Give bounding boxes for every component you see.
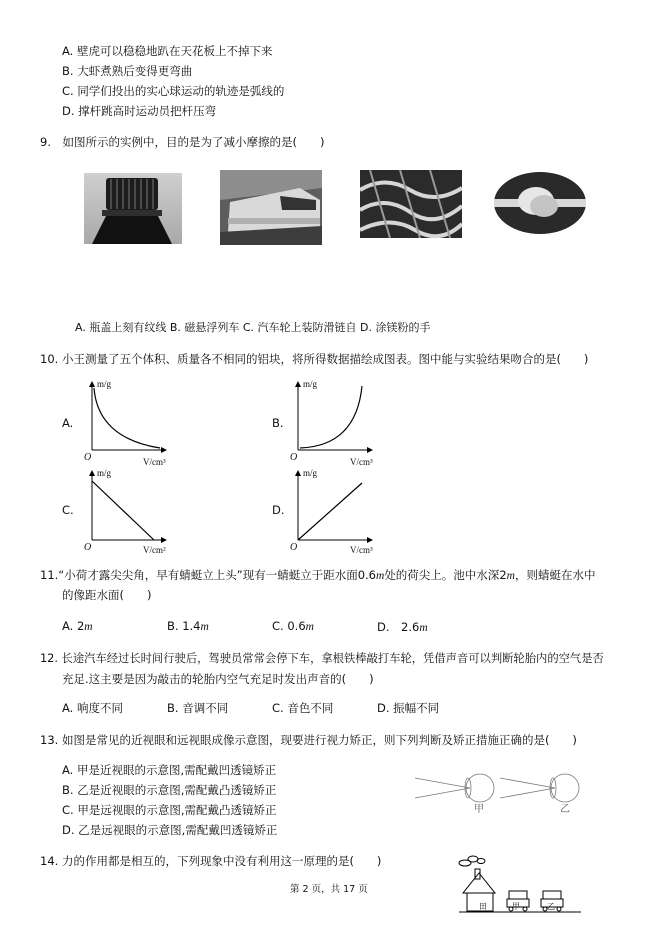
q11-stem-line2: 的像距水面( ) (62, 588, 152, 602)
graph-a-label: A. (62, 416, 74, 430)
q8-option-c: C. 同学们投出的实心球运动的轨迹是弧线的 (62, 84, 285, 98)
eye-label-yi: 乙 (560, 804, 570, 815)
q10-stem: 10. 小王测量了五个体积、质量各不相同的铝块，将所得数据描绘成图表。图中能与实验结果吻合的是( ) (40, 352, 589, 366)
q13-option-a: A. 甲是近视眼的示意图,需配戴凹透镜矫正 (62, 763, 277, 777)
q12-option-b: B. 音调不同 (167, 701, 229, 715)
chalk-hands-photo (492, 170, 588, 236)
tire-chain-photo (360, 170, 462, 238)
eye-label-jia: 甲 (474, 804, 484, 815)
graph-d-line (298, 483, 362, 540)
bottle-cap-photo (84, 173, 182, 244)
graph-c-line (92, 481, 154, 540)
q13-option-b: B. 乙是近视眼的示意图,需配戴凸透镜矫正 (62, 783, 277, 797)
cart-label-yi: 乙 (547, 902, 555, 911)
q11-stem-line1: 11.“小荷才露尖尖角，早有蜻蜓立上头”现有一蜻蜓立于距水面0.6m处的荷尖上。池中水深2m，则蜻蜓在水中 (40, 568, 596, 582)
graph-c-ylabel: m/g (97, 468, 112, 478)
q14-stem: 14. 力的作用都是相互的，下列现象中没有利用这一原理的是( ) (40, 854, 382, 868)
graph-b-curve (300, 386, 362, 448)
graph-d-ylabel: m/g (303, 468, 318, 478)
graph-b-origin: O (290, 452, 298, 463)
graph-a-curve (94, 388, 160, 448)
graph-d-xlabel: V/cm³ (350, 545, 373, 555)
graph-c-label: C. (62, 503, 74, 517)
graph-b-xlabel: V/cm³ (350, 457, 373, 467)
eye-diagram (410, 760, 610, 820)
graph-c-xlabel: V/cm² (143, 545, 166, 555)
q12-stem-line1: 12. 长途汽车经过长时间行驶后，驾驶员常常会停下车，拿根铁棒敲打车轮，凭借声音可以判断轮胎内的空气是否 (40, 652, 604, 665)
graph-a-origin: O (84, 452, 92, 463)
q12-option-d: D. 振幅不同 (377, 701, 440, 715)
q13-option-d: D. 乙是远视眼的示意图,需配戴凹透镜矫正 (62, 823, 278, 837)
q9-caption: A. 瓶盖上刻有纹线 B. 磁悬浮列车 C. 汽车轮上装防滑链自 D. 涂镁粉的手 (75, 321, 431, 334)
q12-option-c: C. 音色不同 (272, 701, 334, 715)
q11-option-c: C. 0.6m (272, 619, 314, 633)
q8-option-b: B. 大虾煮熟后变得更弯曲 (62, 64, 193, 78)
graph-b-ylabel: m/g (303, 379, 318, 389)
graph-b-label: B. (272, 416, 284, 430)
graph-d-label: D. (272, 503, 285, 517)
q12-option-a: A. 响度不同 (62, 701, 123, 715)
cart-label-jia: 甲 (512, 902, 520, 911)
q11-option-b: B. 1.4m (167, 619, 209, 633)
q11-option-d: D. 2.6m (377, 620, 428, 634)
q9-stem: 9. 如图所示的实例中，目的是为了减小摩擦的是( ) (40, 135, 325, 149)
q11-option-a: A. 2m (62, 619, 93, 633)
graph-c-origin: O (84, 542, 92, 553)
graph-d-origin: O (290, 542, 298, 553)
q12-stem-line2: 充足.这主要是因为敲击的轮胎内空气充足时发出声音的( ) (62, 672, 374, 686)
graph-a-xlabel: V/cm³ (143, 457, 166, 467)
graph-a-ylabel: m/g (97, 379, 112, 389)
page-footer: 第 2 页，共 17 页 (290, 884, 368, 895)
maglev-train-photo (220, 170, 322, 245)
house-cart-figure (455, 855, 585, 917)
q8-option-a: A. 壁虎可以稳稳地趴在天花板上不掉下来 (62, 44, 273, 58)
q13-stem: 13. 如图是常见的近视眼和远视眼成像示意图，现要进行视力矫正，则下列判断及矫正措施正确的是( ) (40, 733, 577, 747)
q13-option-c: C. 甲是远视眼的示意图,需配戴凸透镜矫正 (62, 803, 277, 817)
q8-option-d: D. 撑杆跳高时运动员把杆压弯 (62, 104, 217, 118)
house-label: 田 (479, 902, 487, 911)
